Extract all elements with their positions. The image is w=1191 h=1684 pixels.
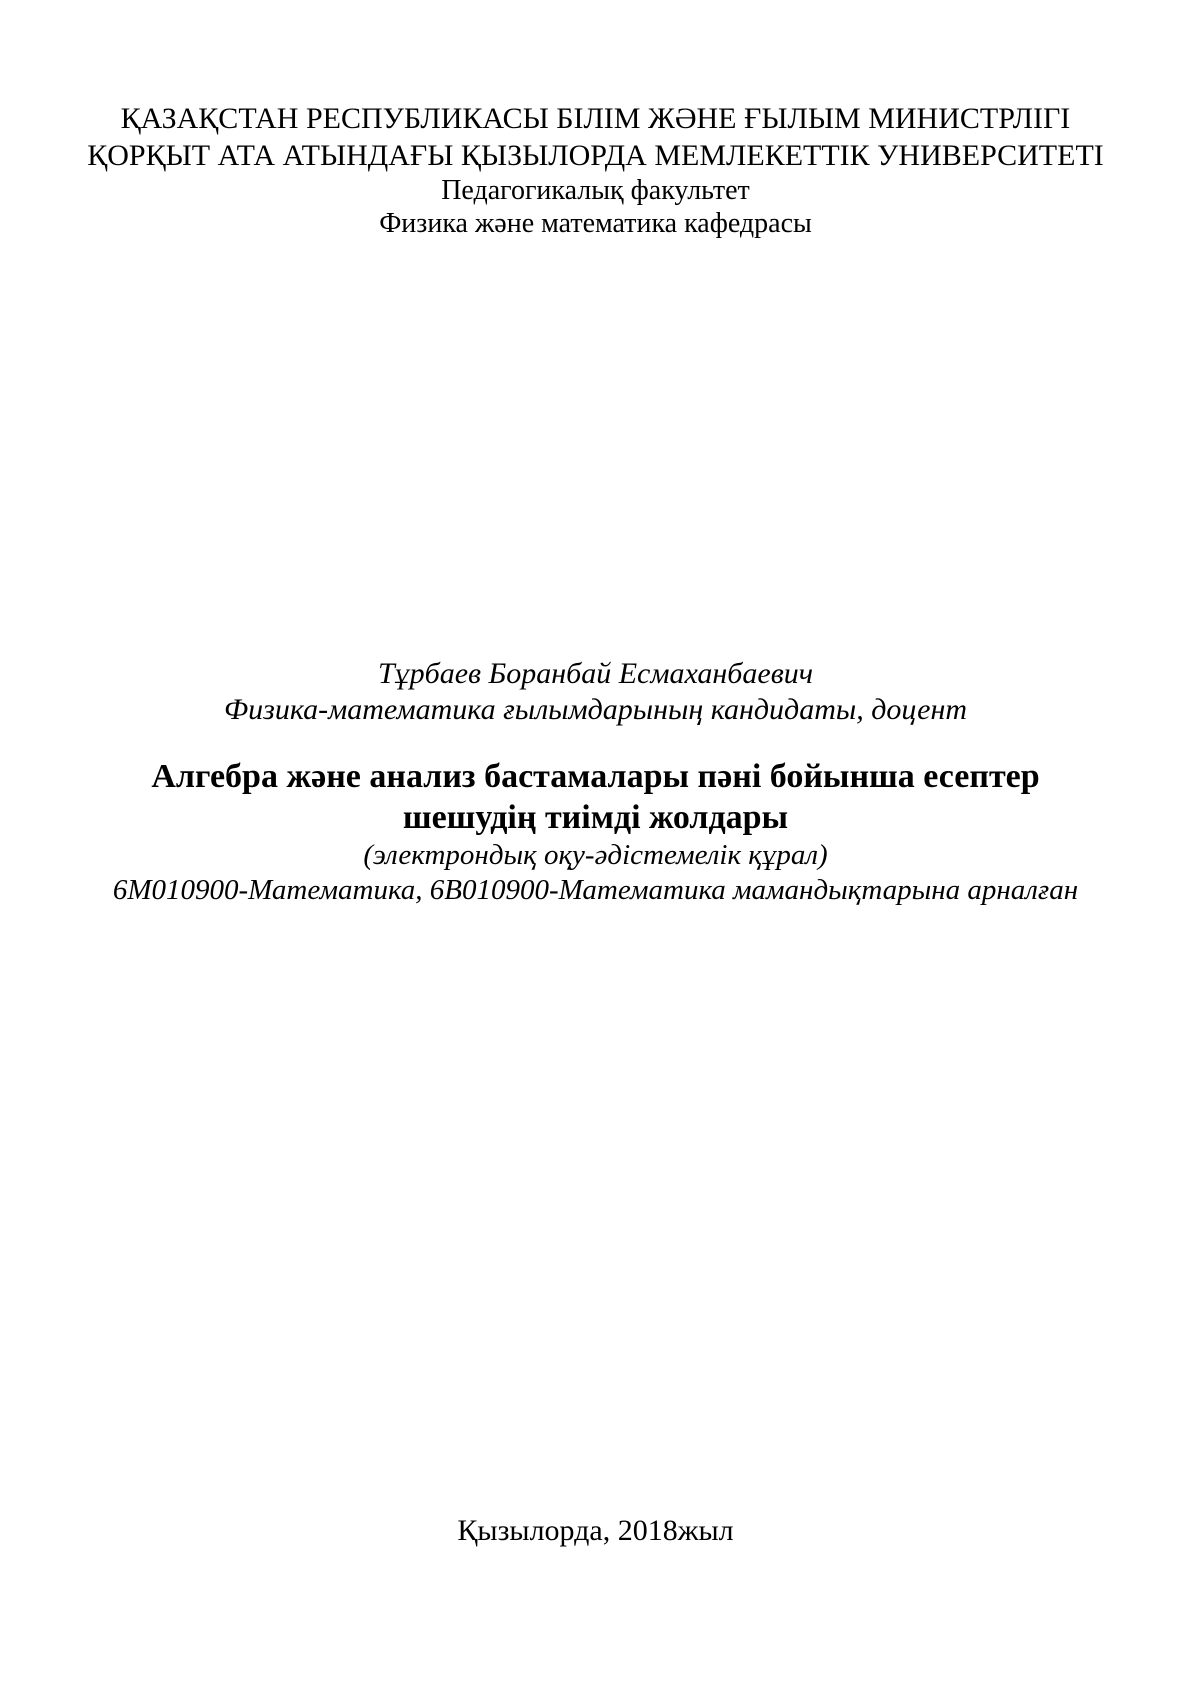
author-degree: Физика-математика ғылымдарының кандидаты, доцент: [223, 693, 967, 726]
footer-block: [0, 1512, 1191, 1549]
ministry-line: ҚАЗАҚСТАН РЕСПУБЛИКАСЫ БІЛІМ ЖӘНЕ ҒЫЛЫМ МИНИСТРЛІГІ: [120, 102, 1071, 135]
document-title-line-2: шешудің тиімді жолдары: [402, 799, 789, 836]
faculty-line: Педагогикалық факультет: [441, 175, 750, 206]
document-audience: 6М010900-Математика, 6В010900-Математика мамандықтарына арналған: [112, 874, 1079, 906]
header-block: [0, 100, 1191, 240]
city-year-line: Қызылорда, 2018жыл: [457, 1514, 734, 1547]
document-title-line-1: Алгебра және анализ бастамалары пәні бойынша есептер: [151, 758, 1040, 795]
author-block: [0, 656, 1191, 728]
department-line: Физика және математика кафедрасы: [379, 208, 812, 239]
document-subtitle: (электрондық оқу-әдістемелік құрал): [363, 839, 828, 871]
author-name: Тұрбаев Боранбай Есмаханбаевич: [377, 657, 814, 690]
university-line: ҚОРҚЫТ АТА АТЫНДАҒЫ ҚЫЗЫЛОРДА МЕМЛЕКЕТТІК УНИВЕРСИТЕТІ: [87, 139, 1104, 172]
title-block: [0, 756, 1191, 908]
